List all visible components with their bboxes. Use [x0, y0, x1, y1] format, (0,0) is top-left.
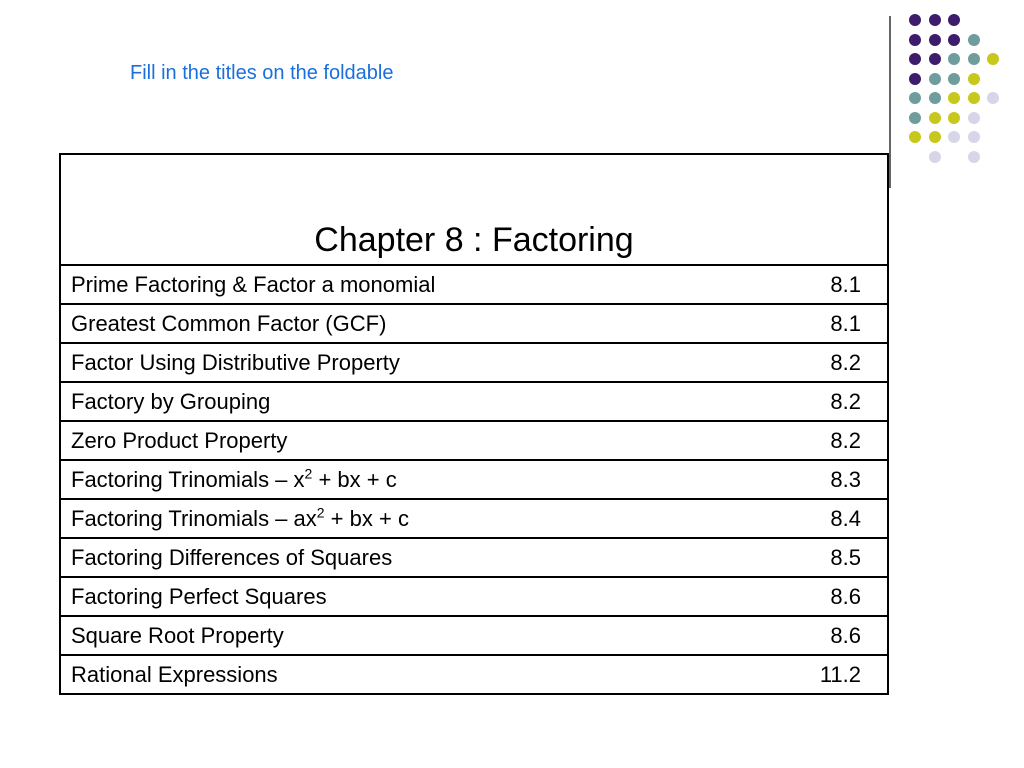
table-row	[60, 265, 888, 304]
decorative-dot	[948, 34, 960, 46]
row-content	[61, 311, 887, 337]
decorative-dot	[909, 34, 921, 46]
decorative-dot	[909, 53, 921, 65]
decorative-dot-grid	[909, 14, 1009, 164]
topic-text: Factor Using Distributive Property	[71, 349, 400, 375]
decorative-dot	[909, 73, 921, 85]
decorative-dot	[929, 53, 941, 65]
section-number: 8.2	[830, 427, 861, 453]
topic-label	[71, 623, 284, 649]
section-number: 8.1	[830, 271, 861, 297]
table-row	[60, 460, 888, 499]
topic-text: Factory by Grouping	[71, 388, 271, 414]
table-cell	[60, 304, 888, 343]
table-row	[60, 382, 888, 421]
decorative-dot	[929, 131, 941, 143]
section-number: 8.5	[830, 544, 861, 570]
decorative-dot	[909, 14, 921, 26]
decorative-dot	[948, 53, 960, 65]
decorative-dot	[929, 112, 941, 124]
section-number: 8.3	[830, 466, 861, 492]
topic-text: Factoring Trinomials – ax	[71, 505, 317, 531]
row-content	[61, 623, 887, 649]
topic-text: Factoring Perfect Squares	[71, 583, 327, 609]
decorative-divider-line	[889, 16, 891, 188]
topic-label	[71, 506, 409, 532]
decorative-dot	[968, 73, 980, 85]
decorative-dot	[929, 92, 941, 104]
table-row	[60, 538, 888, 577]
table-cell	[60, 538, 888, 577]
decorative-dot	[948, 92, 960, 104]
chapter-table-body	[60, 265, 888, 694]
topic-label	[71, 428, 287, 454]
topic-text: Greatest Common Factor (GCF)	[71, 310, 387, 336]
decorative-dot	[968, 112, 980, 124]
decorative-dot	[948, 14, 960, 26]
topic-label	[71, 467, 397, 493]
row-content	[61, 662, 887, 688]
table-row	[60, 304, 888, 343]
table-cell	[60, 460, 888, 499]
decorative-dot	[968, 34, 980, 46]
row-content	[61, 545, 887, 571]
table-cell	[60, 499, 888, 538]
table-row	[60, 421, 888, 460]
topic-text: Factoring Trinomials – x	[71, 466, 305, 492]
row-content	[61, 584, 887, 610]
row-content	[61, 506, 887, 532]
instruction-text: Fill in the titles on the foldable	[130, 62, 394, 84]
topic-label	[71, 311, 386, 337]
topic-label	[71, 389, 270, 415]
decorative-dot	[987, 53, 999, 65]
topic-label	[71, 662, 278, 688]
table-cell	[60, 616, 888, 655]
topic-text: Zero Product Property	[71, 427, 288, 453]
section-number: 8.2	[830, 349, 861, 375]
decorative-dot	[987, 92, 999, 104]
topic-label	[71, 545, 392, 571]
section-number: 8.4	[830, 505, 861, 531]
topic-text: Factoring Differences of Squares	[71, 544, 393, 570]
decorative-dot	[909, 92, 921, 104]
section-number: 11.2	[819, 661, 861, 687]
topic-label	[71, 584, 327, 610]
topic-text: Square Root Property	[71, 622, 284, 648]
chapter-table	[59, 153, 889, 695]
row-content	[61, 350, 887, 376]
table-cell	[60, 655, 888, 694]
section-number: 8.6	[830, 622, 861, 648]
table-row	[60, 655, 888, 694]
decorative-dot	[909, 131, 921, 143]
table-row	[60, 499, 888, 538]
row-content	[61, 272, 887, 298]
decorative-dot	[948, 131, 960, 143]
decorative-dot	[968, 92, 980, 104]
section-number: 8.1	[830, 310, 861, 336]
topic-text-suffix: + bx + c	[324, 505, 409, 531]
decorative-dot	[929, 34, 941, 46]
topic-text: Prime Factoring & Factor a monomial	[71, 271, 436, 297]
topic-text: Rational Expressions	[71, 661, 278, 687]
exponent: 2	[304, 465, 313, 482]
section-number: 8.6	[830, 583, 861, 609]
table-cell	[60, 343, 888, 382]
table-cell	[60, 577, 888, 616]
table-row	[60, 577, 888, 616]
table-cell	[60, 421, 888, 460]
row-content	[61, 389, 887, 415]
section-number: 8.2	[830, 388, 861, 414]
row-content	[61, 467, 887, 493]
decorative-dot	[929, 14, 941, 26]
decorative-dot	[948, 73, 960, 85]
decorative-dot	[909, 112, 921, 124]
decorative-dot	[948, 112, 960, 124]
decorative-dot	[968, 53, 980, 65]
decorative-dot	[929, 151, 941, 163]
table-row	[60, 343, 888, 382]
topic-text-suffix: + bx + c	[312, 466, 397, 492]
topic-label	[71, 350, 400, 376]
topic-label	[71, 272, 435, 298]
decorative-dot	[968, 151, 980, 163]
table-cell	[60, 265, 888, 304]
table-row	[60, 616, 888, 655]
row-content	[61, 428, 887, 454]
table-cell	[60, 382, 888, 421]
chapter-title: Chapter 8 : Factoring	[60, 154, 888, 265]
decorative-dot	[929, 73, 941, 85]
decorative-dot	[968, 131, 980, 143]
exponent: 2	[316, 504, 325, 521]
